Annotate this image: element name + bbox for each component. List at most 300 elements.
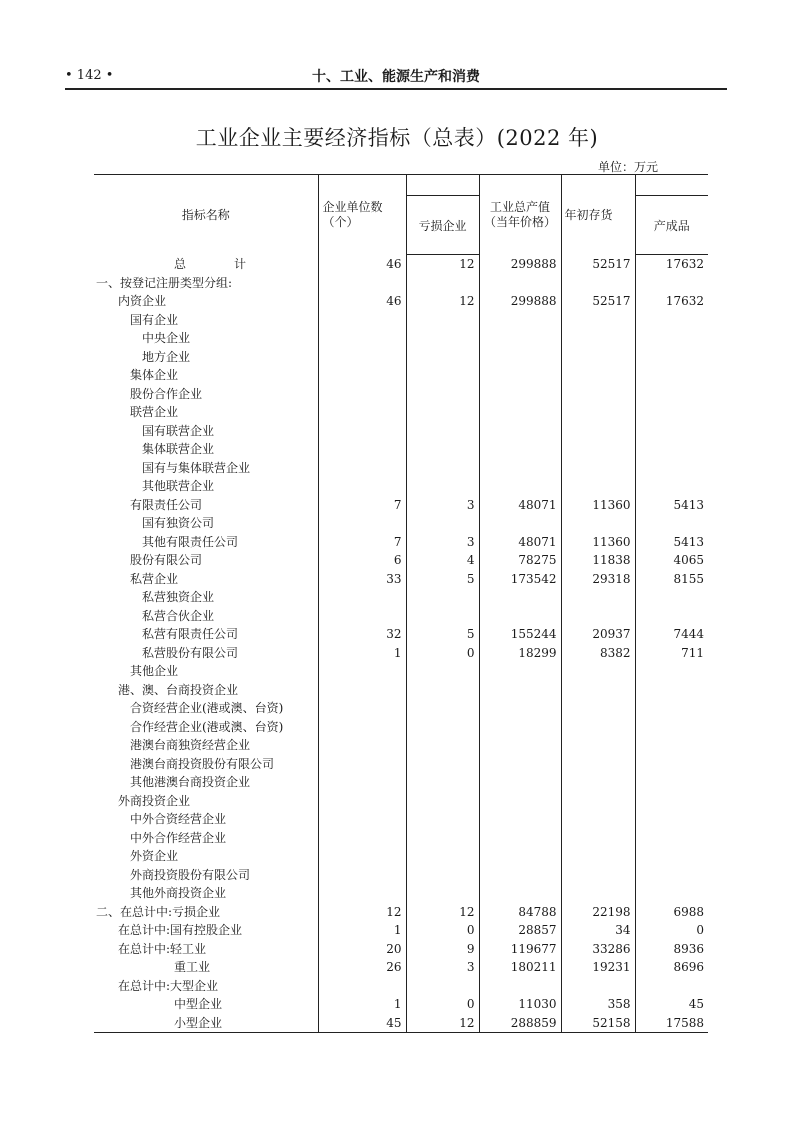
cell-inventory: [561, 755, 635, 774]
row-label: 在总计中:轻工业: [118, 941, 207, 956]
cell-count: [318, 348, 406, 367]
cell-count: [318, 274, 406, 293]
row-label: 合作经营企业(港或澳、台资): [130, 719, 284, 734]
cell-product: 4065: [635, 551, 708, 570]
row-label: 国有企业: [130, 312, 179, 327]
cell-count: [318, 810, 406, 829]
cell-inventory: 52158: [561, 1014, 635, 1033]
col-header-count: [318, 175, 406, 255]
row-label: 中外合资经营企业: [130, 812, 227, 827]
cell-count: [318, 422, 406, 441]
row-label: 其他联营企业: [142, 479, 215, 494]
table-row: [94, 348, 708, 367]
cell-loss: [406, 348, 479, 367]
economic-indicators-table: [94, 174, 708, 1033]
cell-inventory: 22198: [561, 903, 635, 922]
cell-loss: 12: [406, 292, 479, 311]
row-label: 总 计: [174, 257, 247, 271]
cell-value: [479, 681, 561, 700]
cell-count: [318, 884, 406, 903]
cell-count: [318, 681, 406, 700]
cell-loss: 3: [406, 958, 479, 977]
cell-inventory: [561, 773, 635, 792]
cell-value: 155244: [479, 625, 561, 644]
cell-loss: [406, 699, 479, 718]
row-label: 在总计中:大型企业: [118, 978, 219, 993]
table-row: [94, 699, 708, 718]
cell-inventory: 52517: [561, 255, 635, 274]
col-header-loss-top: [406, 175, 479, 196]
cell-product: 7444: [635, 625, 708, 644]
cell-count: [318, 385, 406, 404]
table-row: [94, 847, 708, 866]
cell-loss: [406, 385, 479, 404]
cell-product: 8155: [635, 570, 708, 589]
cell-inventory: 20937: [561, 625, 635, 644]
cell-count: [318, 459, 406, 478]
cell-loss: 12: [406, 903, 479, 922]
cell-inventory: [561, 348, 635, 367]
row-label: 外资企业: [130, 849, 179, 864]
cell-product: [635, 403, 708, 422]
cell-loss: [406, 773, 479, 792]
cell-inventory: [561, 662, 635, 681]
cell-inventory: 52517: [561, 292, 635, 311]
cell-loss: [406, 736, 479, 755]
cell-inventory: [561, 311, 635, 330]
row-label: 国有联营企业: [142, 423, 215, 438]
cell-product: [635, 866, 708, 885]
cell-inventory: [561, 440, 635, 459]
cell-loss: [406, 477, 479, 496]
cell-inventory: [561, 866, 635, 885]
cell-inventory: [561, 718, 635, 737]
row-label: 二、在总计中:亏损企业: [96, 904, 221, 919]
cell-value: [479, 514, 561, 533]
row-label: 有限责任公司: [130, 497, 203, 512]
cell-count: 45: [318, 1014, 406, 1033]
cell-loss: 12: [406, 1014, 479, 1033]
cell-product: [635, 736, 708, 755]
cell-inventory: [561, 681, 635, 700]
cell-value: 180211: [479, 958, 561, 977]
cell-value: [479, 866, 561, 885]
table-row: [94, 995, 708, 1014]
page-number: • 142 •: [65, 68, 114, 83]
cell-inventory: [561, 422, 635, 441]
cell-value: [479, 422, 561, 441]
cell-loss: 0: [406, 995, 479, 1014]
cell-product: [635, 884, 708, 903]
cell-product: [635, 847, 708, 866]
cell-value: [479, 459, 561, 478]
cell-loss: [406, 440, 479, 459]
cell-product: 17632: [635, 292, 708, 311]
cell-inventory: [561, 847, 635, 866]
cell-product: [635, 274, 708, 293]
cell-count: [318, 477, 406, 496]
cell-inventory: 11360: [561, 533, 635, 552]
cell-value: 299888: [479, 255, 561, 274]
row-label: 私营独资企业: [142, 590, 215, 605]
cell-inventory: [561, 810, 635, 829]
cell-product: [635, 755, 708, 774]
cell-inventory: [561, 385, 635, 404]
cell-count: [318, 829, 406, 848]
cell-loss: [406, 459, 479, 478]
cell-count: [318, 514, 406, 533]
cell-product: [635, 810, 708, 829]
cell-product: 17632: [635, 255, 708, 274]
cell-product: [635, 588, 708, 607]
cell-product: [635, 311, 708, 330]
cell-product: 8696: [635, 958, 708, 977]
cell-product: [635, 699, 708, 718]
cell-inventory: 8382: [561, 644, 635, 663]
cell-product: [635, 718, 708, 737]
cell-value: [479, 736, 561, 755]
cell-product: [635, 366, 708, 385]
cell-count: [318, 866, 406, 885]
cell-count: [318, 977, 406, 996]
col-header-value: [479, 175, 561, 255]
table-row: [94, 459, 708, 478]
cell-count: [318, 736, 406, 755]
cell-product: [635, 440, 708, 459]
cell-value: [479, 773, 561, 792]
row-label: 内资企业: [118, 294, 167, 309]
cell-count: [318, 662, 406, 681]
cell-inventory: [561, 514, 635, 533]
cell-count: 46: [318, 292, 406, 311]
row-label: 港澳台商独资经营企业: [130, 738, 251, 753]
row-label: 其他外商投资企业: [130, 886, 227, 901]
cell-value: 28857: [479, 921, 561, 940]
row-label: 其他企业: [130, 664, 179, 679]
row-label: 港、澳、台商投资企业: [118, 682, 239, 697]
cell-inventory: [561, 736, 635, 755]
table-row: [94, 440, 708, 459]
cell-loss: [406, 884, 479, 903]
table-row: [94, 644, 708, 663]
row-label: 私营有限责任公司: [142, 627, 239, 642]
table-row: [94, 477, 708, 496]
table-title: 工业企业主要经济指标（总表）(2022 年): [195, 126, 599, 150]
table-row: [94, 903, 708, 922]
chapter-title: 十、工业、能源生产和消费: [312, 69, 480, 85]
row-label: 股份有限公司: [130, 553, 203, 568]
cell-loss: [406, 792, 479, 811]
col-header-product: 产成品: [635, 196, 708, 255]
cell-count: 12: [318, 903, 406, 922]
row-label: 联营企业: [130, 405, 179, 420]
cell-product: 45: [635, 995, 708, 1014]
table-row: [94, 255, 708, 274]
cell-loss: [406, 662, 479, 681]
cell-value: [479, 847, 561, 866]
row-label: 中型企业: [174, 997, 223, 1012]
row-label: 港澳台商投资股份有限公司: [130, 756, 275, 771]
cell-inventory: [561, 607, 635, 626]
cell-count: [318, 607, 406, 626]
row-label: 其他港澳台商投资企业: [130, 775, 251, 790]
cell-count: 1: [318, 921, 406, 940]
cell-loss: [406, 847, 479, 866]
cell-value: 48071: [479, 533, 561, 552]
cell-product: [635, 477, 708, 496]
table-row: [94, 792, 708, 811]
cell-inventory: [561, 459, 635, 478]
cell-value: [479, 829, 561, 848]
cell-value: [479, 403, 561, 422]
cell-value: 173542: [479, 570, 561, 589]
cell-value: 119677: [479, 940, 561, 959]
table-row: [94, 921, 708, 940]
cell-value: 78275: [479, 551, 561, 570]
cell-inventory: [561, 274, 635, 293]
cell-loss: [406, 681, 479, 700]
cell-loss: 3: [406, 533, 479, 552]
cell-count: 1: [318, 644, 406, 663]
row-label: 重工业: [174, 960, 211, 975]
cell-product: 5413: [635, 533, 708, 552]
table-row: [94, 977, 708, 996]
table-row: [94, 607, 708, 626]
cell-loss: [406, 607, 479, 626]
cell-value: [479, 329, 561, 348]
cell-product: [635, 385, 708, 404]
cell-product: [635, 792, 708, 811]
cell-inventory: 33286: [561, 940, 635, 959]
cell-product: 6988: [635, 903, 708, 922]
cell-value: 18299: [479, 644, 561, 663]
cell-count: [318, 773, 406, 792]
cell-inventory: [561, 829, 635, 848]
cell-inventory: [561, 477, 635, 496]
cell-count: [318, 440, 406, 459]
cell-count: 46: [318, 255, 406, 274]
cell-loss: [406, 588, 479, 607]
cell-count: [318, 403, 406, 422]
cell-inventory: [561, 403, 635, 422]
cell-count: [318, 718, 406, 737]
row-label: 国有独资公司: [142, 516, 215, 531]
table-row: [94, 292, 708, 311]
table-row: [94, 514, 708, 533]
table-row: [94, 958, 708, 977]
cell-loss: [406, 403, 479, 422]
table-row: [94, 884, 708, 903]
cell-value: 11030: [479, 995, 561, 1014]
table-row: [94, 385, 708, 404]
cell-value: [479, 755, 561, 774]
row-label: 中外合作经营企业: [130, 830, 227, 845]
row-label: 一、按登记注册类型分组:: [96, 275, 233, 290]
col-header-product-top: [635, 175, 708, 196]
cell-loss: [406, 274, 479, 293]
cell-product: 17588: [635, 1014, 708, 1033]
table-row: [94, 773, 708, 792]
table-row: [94, 829, 708, 848]
cell-value: [479, 366, 561, 385]
table-row: [94, 422, 708, 441]
cell-value: 288859: [479, 1014, 561, 1033]
cell-value: [479, 588, 561, 607]
cell-loss: [406, 311, 479, 330]
cell-count: 26: [318, 958, 406, 977]
cell-loss: [406, 866, 479, 885]
cell-count: [318, 329, 406, 348]
row-label: 在总计中:国有控股企业: [118, 923, 243, 938]
cell-count: 32: [318, 625, 406, 644]
cell-loss: 3: [406, 496, 479, 515]
cell-inventory: 11838: [561, 551, 635, 570]
unit-note: 单位：万元: [598, 160, 659, 174]
cell-product: [635, 773, 708, 792]
cell-count: [318, 588, 406, 607]
cell-loss: [406, 366, 479, 385]
table-row: [94, 329, 708, 348]
cell-product: [635, 329, 708, 348]
cell-value: [479, 792, 561, 811]
col-header-value-l2: （当年价格）: [483, 214, 556, 229]
cell-value: [479, 607, 561, 626]
running-header: [65, 64, 727, 90]
cell-value: 299888: [479, 292, 561, 311]
cell-inventory: 29318: [561, 570, 635, 589]
cell-loss: [406, 514, 479, 533]
row-label: 其他有限责任公司: [142, 534, 239, 549]
cell-count: 6: [318, 551, 406, 570]
cell-value: [479, 385, 561, 404]
row-label: 私营企业: [130, 571, 179, 586]
cell-inventory: [561, 366, 635, 385]
table-row: [94, 755, 708, 774]
cell-loss: 5: [406, 570, 479, 589]
cell-product: 8936: [635, 940, 708, 959]
col-header-loss: 亏损企业: [406, 196, 479, 255]
cell-count: 1: [318, 995, 406, 1014]
row-label: 国有与集体联营企业: [142, 460, 251, 475]
cell-value: [479, 662, 561, 681]
cell-product: [635, 348, 708, 367]
cell-product: [635, 514, 708, 533]
cell-inventory: 358: [561, 995, 635, 1014]
cell-value: [479, 810, 561, 829]
cell-value: [479, 311, 561, 330]
cell-inventory: 34: [561, 921, 635, 940]
col-header-name: 指标名称: [181, 208, 230, 223]
cell-product: 711: [635, 644, 708, 663]
row-label: 股份合作企业: [130, 386, 203, 401]
cell-product: 5413: [635, 496, 708, 515]
cell-count: [318, 699, 406, 718]
cell-product: [635, 607, 708, 626]
table-row: [94, 940, 708, 959]
cell-count: [318, 755, 406, 774]
cell-count: [318, 792, 406, 811]
cell-loss: 9: [406, 940, 479, 959]
table-row: [94, 570, 708, 589]
cell-loss: [406, 977, 479, 996]
row-label: 中央企业: [142, 331, 191, 346]
row-label: 合资经营企业(港或澳、台资): [130, 701, 284, 716]
cell-value: [479, 477, 561, 496]
cell-value: [479, 884, 561, 903]
cell-product: 0: [635, 921, 708, 940]
row-label: 集体企业: [130, 368, 179, 383]
cell-count: [318, 847, 406, 866]
cell-value: [479, 699, 561, 718]
table-row: [94, 625, 708, 644]
cell-product: [635, 829, 708, 848]
cell-loss: 0: [406, 644, 479, 663]
row-label: 集体联营企业: [142, 442, 215, 457]
table-row: [94, 736, 708, 755]
cell-inventory: 11360: [561, 496, 635, 515]
table-row: [94, 551, 708, 570]
table-row: [94, 403, 708, 422]
row-label: 地方企业: [142, 349, 191, 364]
cell-product: [635, 662, 708, 681]
table-row: [94, 718, 708, 737]
cell-inventory: [561, 792, 635, 811]
cell-loss: [406, 810, 479, 829]
table-row: [94, 588, 708, 607]
cell-product: [635, 422, 708, 441]
cell-loss: [406, 422, 479, 441]
table-row: [94, 866, 708, 885]
row-label: 外商投资股份有限公司: [130, 867, 251, 882]
table-row: [94, 496, 708, 515]
cell-loss: 4: [406, 551, 479, 570]
cell-inventory: [561, 977, 635, 996]
col-header-value-l1: 工业总产值: [489, 199, 550, 214]
col-header-count-l1: 企业单位数: [322, 199, 383, 214]
col-header-count-l2: （个）: [322, 214, 359, 229]
row-label: 私营合伙企业: [142, 608, 215, 623]
cell-value: [479, 440, 561, 459]
row-label: 外商投资企业: [118, 793, 191, 808]
cell-count: 7: [318, 496, 406, 515]
cell-product: [635, 681, 708, 700]
table-row: [94, 533, 708, 552]
row-label: 私营股份有限公司: [142, 645, 239, 660]
cell-loss: [406, 718, 479, 737]
cell-value: [479, 348, 561, 367]
table-row: [94, 810, 708, 829]
cell-loss: [406, 329, 479, 348]
cell-loss: [406, 829, 479, 848]
cell-count: [318, 311, 406, 330]
row-label: 小型企业: [94, 1014, 318, 1033]
table-row: [94, 681, 708, 700]
cell-value: 84788: [479, 903, 561, 922]
cell-value: [479, 977, 561, 996]
cell-loss: 5: [406, 625, 479, 644]
cell-inventory: [561, 329, 635, 348]
cell-count: [318, 366, 406, 385]
cell-value: [479, 274, 561, 293]
cell-value: 48071: [479, 496, 561, 515]
cell-inventory: [561, 884, 635, 903]
table-row: [94, 274, 708, 293]
cell-count: 20: [318, 940, 406, 959]
cell-count: 33: [318, 570, 406, 589]
cell-product: [635, 977, 708, 996]
table-row: [94, 662, 708, 681]
table-row: [94, 311, 708, 330]
